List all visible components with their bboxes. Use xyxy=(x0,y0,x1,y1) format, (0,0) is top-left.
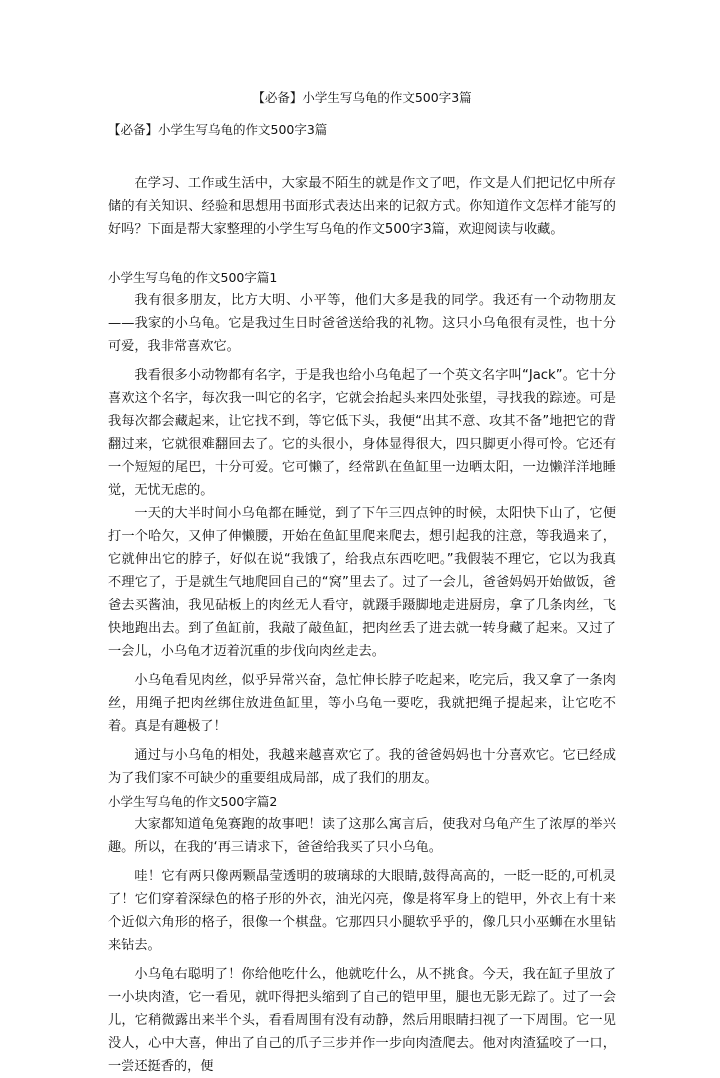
intro-section xyxy=(108,172,616,241)
essay-2-paragraph-2: 哇！它有两只像两颗晶莹透明的玻璃球的大眼睛,鼓得高高的，一眨一眨的,可机灵了！它们穿着深绿色的格子形的外衣，油光闪亮，像是将军身上的铠甲，外衣上有十来个近似六角形的格子，很像一个棋盘。它那四只小腿软乎乎的，像几只小巫蛳在水里钻来钻去。 xyxy=(108,869,616,953)
document-title: 【必备】小学生写乌龟的作文500字3篇 xyxy=(252,90,472,105)
essay-2-heading: 小学生写乌龟的作文500字篇2 xyxy=(108,794,278,809)
essay-2-paragraph-3: 小乌龟右聪明了！你给他吃什么，他就吃什么，从不挑食。今天，我在缸子里放了一小块肉渣，它一看见，就吓得把头缩到了自己的铠甲里，腿也无影无踪了。过了一会儿，它稍微露出来半个头，看看周围有没有动静，然后用眼睛扫视了一下周围。它一见没人，心中大喜，伸出了自己的爪子三步并作一步向肉渣爬去。他对肉渣猛咬了一口，一尝还挺香的，便 xyxy=(108,967,616,1074)
essay-1-paragraph-1: 我有很多朋友，比方大明、小平等，他们大多是我的同学。我还有一个动物朋友——我家的小乌龟。它是我过生日时爸爸送给我的礼物。这只小乌龟很有灵性，也十分可爱，我非常喜欢它。 xyxy=(108,293,616,354)
essay-1-paragraph-4: 小乌龟看见肉丝，似乎异常兴奋，急忙伸长脖子吃起来，吃完后，我又拿了一条肉丝，用绳子把肉丝绑住放进鱼缸里，等小乌龟一要吃，我就把绳子提起来，让它吃不着。真是有趣极了！ xyxy=(108,673,616,734)
document-subtitle: 【必备】小学生写乌龟的作文500字3篇 xyxy=(108,122,328,137)
essay-1-paragraph-5: 通过与小乌龟的相处，我越来越喜欢它了。我的爸爸妈妈也十分喜欢它。它已经成为了我们家不可缺少的重要组成局部，成了我们的朋友。 xyxy=(108,748,616,786)
essay-1-paragraph-2: 我看很多小动物都有名字，于是我也给小乌龟起了一个英文名字叫“Jack”。它十分喜欢这个名字，每次我一叫它的名字，它就会抬起头来四处张望，寻找我的踪迹。可是我每次都会藏起来，让它找不到，等它低下头，我便“出其不意、攻其不备”地把它的背翻过来，它就很难翻回去了。它的头很小，身体显得很大，四只脚更小得可怜。它还有一个短短的尾巴，十分可爱。它可懒了，经常趴在鱼缸里一边晒太阳，一边懒洋洋地睡觉，无忧无虑的。 xyxy=(108,368,616,498)
essay-1-paragraph-3: 一天的大半时间小乌龟都在睡觉，到了下午三四点钟的时候，太阳快下山了，它便打一个哈欠，又伸了伸懒腰，开始在鱼缸里爬来爬去，想引起我的注意，等我過来了，它就伸出它的脖子，好似在说“我饿了，给我点东西吃吧。”我假装不理它，它以为我真不理它了，于是就生气地爬回自己的“窝”里去了。过了一会儿，爸爸妈妈开始做饭，爸爸去买酱油，我见砧板上的肉丝无人看守，就蹑手蹑脚地走进厨房，拿了几条肉丝，飞快地跑出去。到了鱼缸前，我敲了敲鱼缸，把肉丝丢了进去就一转身藏了起来。又过了一会儿，小乌龟才迈着沉重的步伐向肉丝走去。 xyxy=(108,506,616,659)
intro-paragraph: 在学习、工作或生活中，大家最不陌生的就是作文了吧，作文是人们把记忆中所存储的有关知识、经验和思想用书面形式表达出来的记叙方式。你知道作文怎样才能写的好吗？下面是帮大家整理的小学生写乌龟的作文500字3篇，欢迎阅读与收藏。 xyxy=(108,176,616,237)
essay-1-heading: 小学生写乌龟的作文500字篇1 xyxy=(108,270,278,285)
essay-2-paragraph-1: 大家都知道龟兔赛跑的故事吧！读了这那么寓言后，使我对乌龟产生了浓厚的举兴趣。所以，在我的‘再三请求下，爸爸给我买了只小乌龟。 xyxy=(108,817,616,855)
